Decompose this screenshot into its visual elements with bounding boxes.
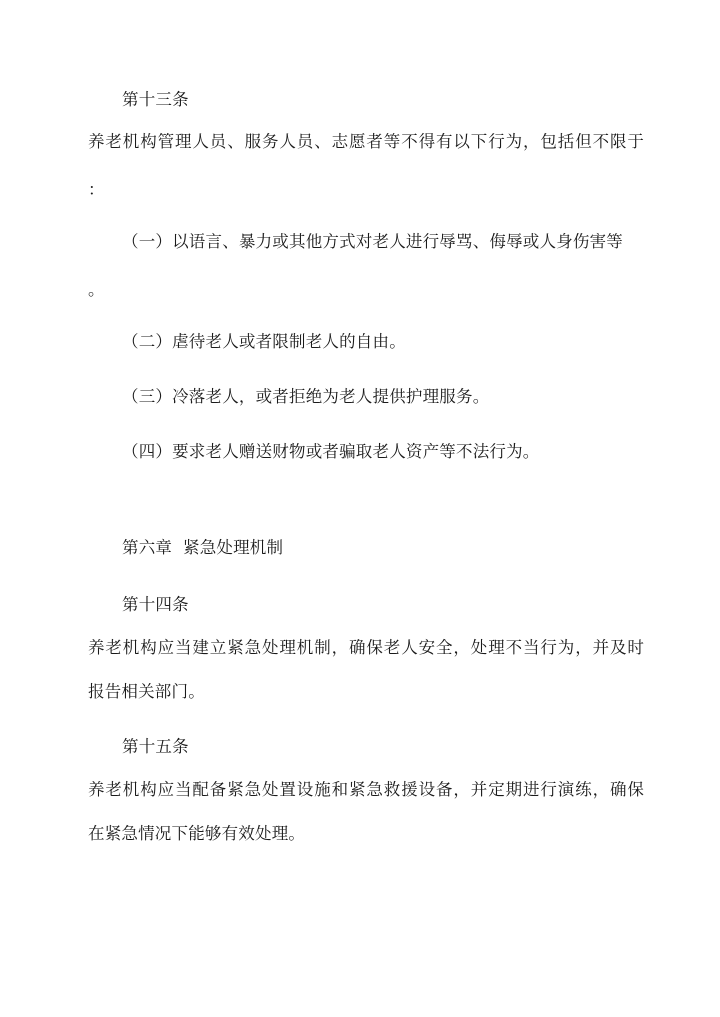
article-14-body-line-1: 养老机构应当建立紧急处理机制，确保老人安全，处理不当行为，并及时	[88, 638, 645, 657]
chapter-6-heading: 第六章 紧急处理机制	[122, 538, 284, 557]
article-13-item-3: （三）冷落老人，或者拒绝为老人提供护理服务。	[122, 387, 490, 406]
article-14-body-line-2: 报告相关部门。	[88, 682, 205, 701]
article-13-item-2: （二）虐待老人或者限制老人的自由。	[122, 332, 406, 351]
article-13-item-1-line-2: 。	[88, 280, 105, 299]
article-15-body-line-1: 养老机构应当配备紧急处置设施和紧急救援设备，并定期进行演练，确保	[88, 780, 645, 799]
article-13-item-4: （四）要求老人赠送财物或者骗取老人资产等不法行为。	[122, 442, 540, 461]
article-13-intro-line-1: 养老机构管理人员、服务人员、志愿者等不得有以下行为，包括但不限于	[88, 132, 645, 151]
article-15-heading: 第十五条	[122, 737, 189, 756]
article-13-item-1-line-1: （一）以语言、暴力或其他方式对老人进行辱骂、侮辱或人身伤害等	[122, 232, 623, 251]
article-15-body-line-2: 在紧急情况下能够有效处理。	[88, 824, 306, 843]
article-13-intro-line-2: ：	[88, 180, 105, 199]
article-13-heading: 第十三条	[122, 90, 189, 109]
article-14-heading: 第十四条	[122, 595, 189, 614]
